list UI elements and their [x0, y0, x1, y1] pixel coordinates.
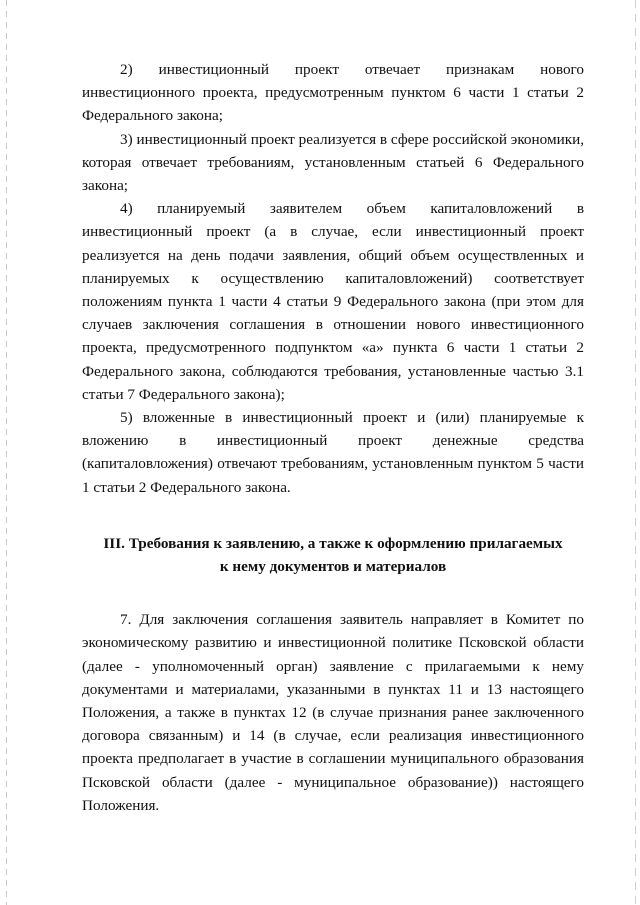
paragraph-item-4: 4) планируемый заявителем объем капиталовложений в инвестиционный проект (а в случае, если инвестиционный проект реализуется на день подачи заявления, общий объем осуществленных и планируемых к осуществлению капиталовложений) соответствует положениям пункта 1 части 4 статьи 9 Федерального закона (при этом для случаев заключения соглашения в отношении нового инвестиционного проекта, предусмотренного подпунктом «а» пункта 6 части 1 статьи 2 Федерального закона, соблюдаются требования, установленные частью 3.1 статьи 7 Федерального закона); [82, 200, 584, 403]
paragraph-item-5: 5) вложенные в инвестиционный проект и (или) планируемые к вложению в инвестиционный проект денежные средства (капиталовложения) отвечают требованиям, установленным пунктом 5 части 1 статьи 2 Федерального закона. [82, 409, 584, 496]
section-heading [82, 532, 584, 578]
paragraph-item-3: 3) инвестиционный проект реализуется в сфере российской экономики, которая отвечает требованиям, установленным статьей 6 Федерального закона; [82, 130, 584, 195]
paragraph-item-2: 2) инвестиционный проект отвечает признакам нового инвестиционного проекта, предусмотренным пунктом 6 части 1 статьи 2 Федерального закона; [82, 61, 584, 125]
section-heading-line-2: к нему документов и материалов [219, 558, 447, 576]
spacer [82, 578, 584, 608]
section-heading-line-1: III. Требования к заявлению, а также к оформлению прилагаемых [103, 534, 563, 552]
paragraph-7: 7. Для заключения соглашения заявитель направляет в Комитет по экономическому развитию и инвестиционной политике Псковской области (далее - уполномоченный орган) заявление с прилагаемыми к нему документами и материалами, указанными в пунктах 11 и 13 настоящего Положения, а также в пунктах 12 (в случае признания ранее заключенного договора связанным) и 14 (в случае, если реализация инвестиционного проекта предполагает в участие в соглашении муниципального образования Псковской области (далее - муниципальное образование)) настоящего Положения. [82, 611, 584, 814]
scan-edge-left [6, 0, 7, 905]
scan-edge-right [635, 0, 636, 905]
